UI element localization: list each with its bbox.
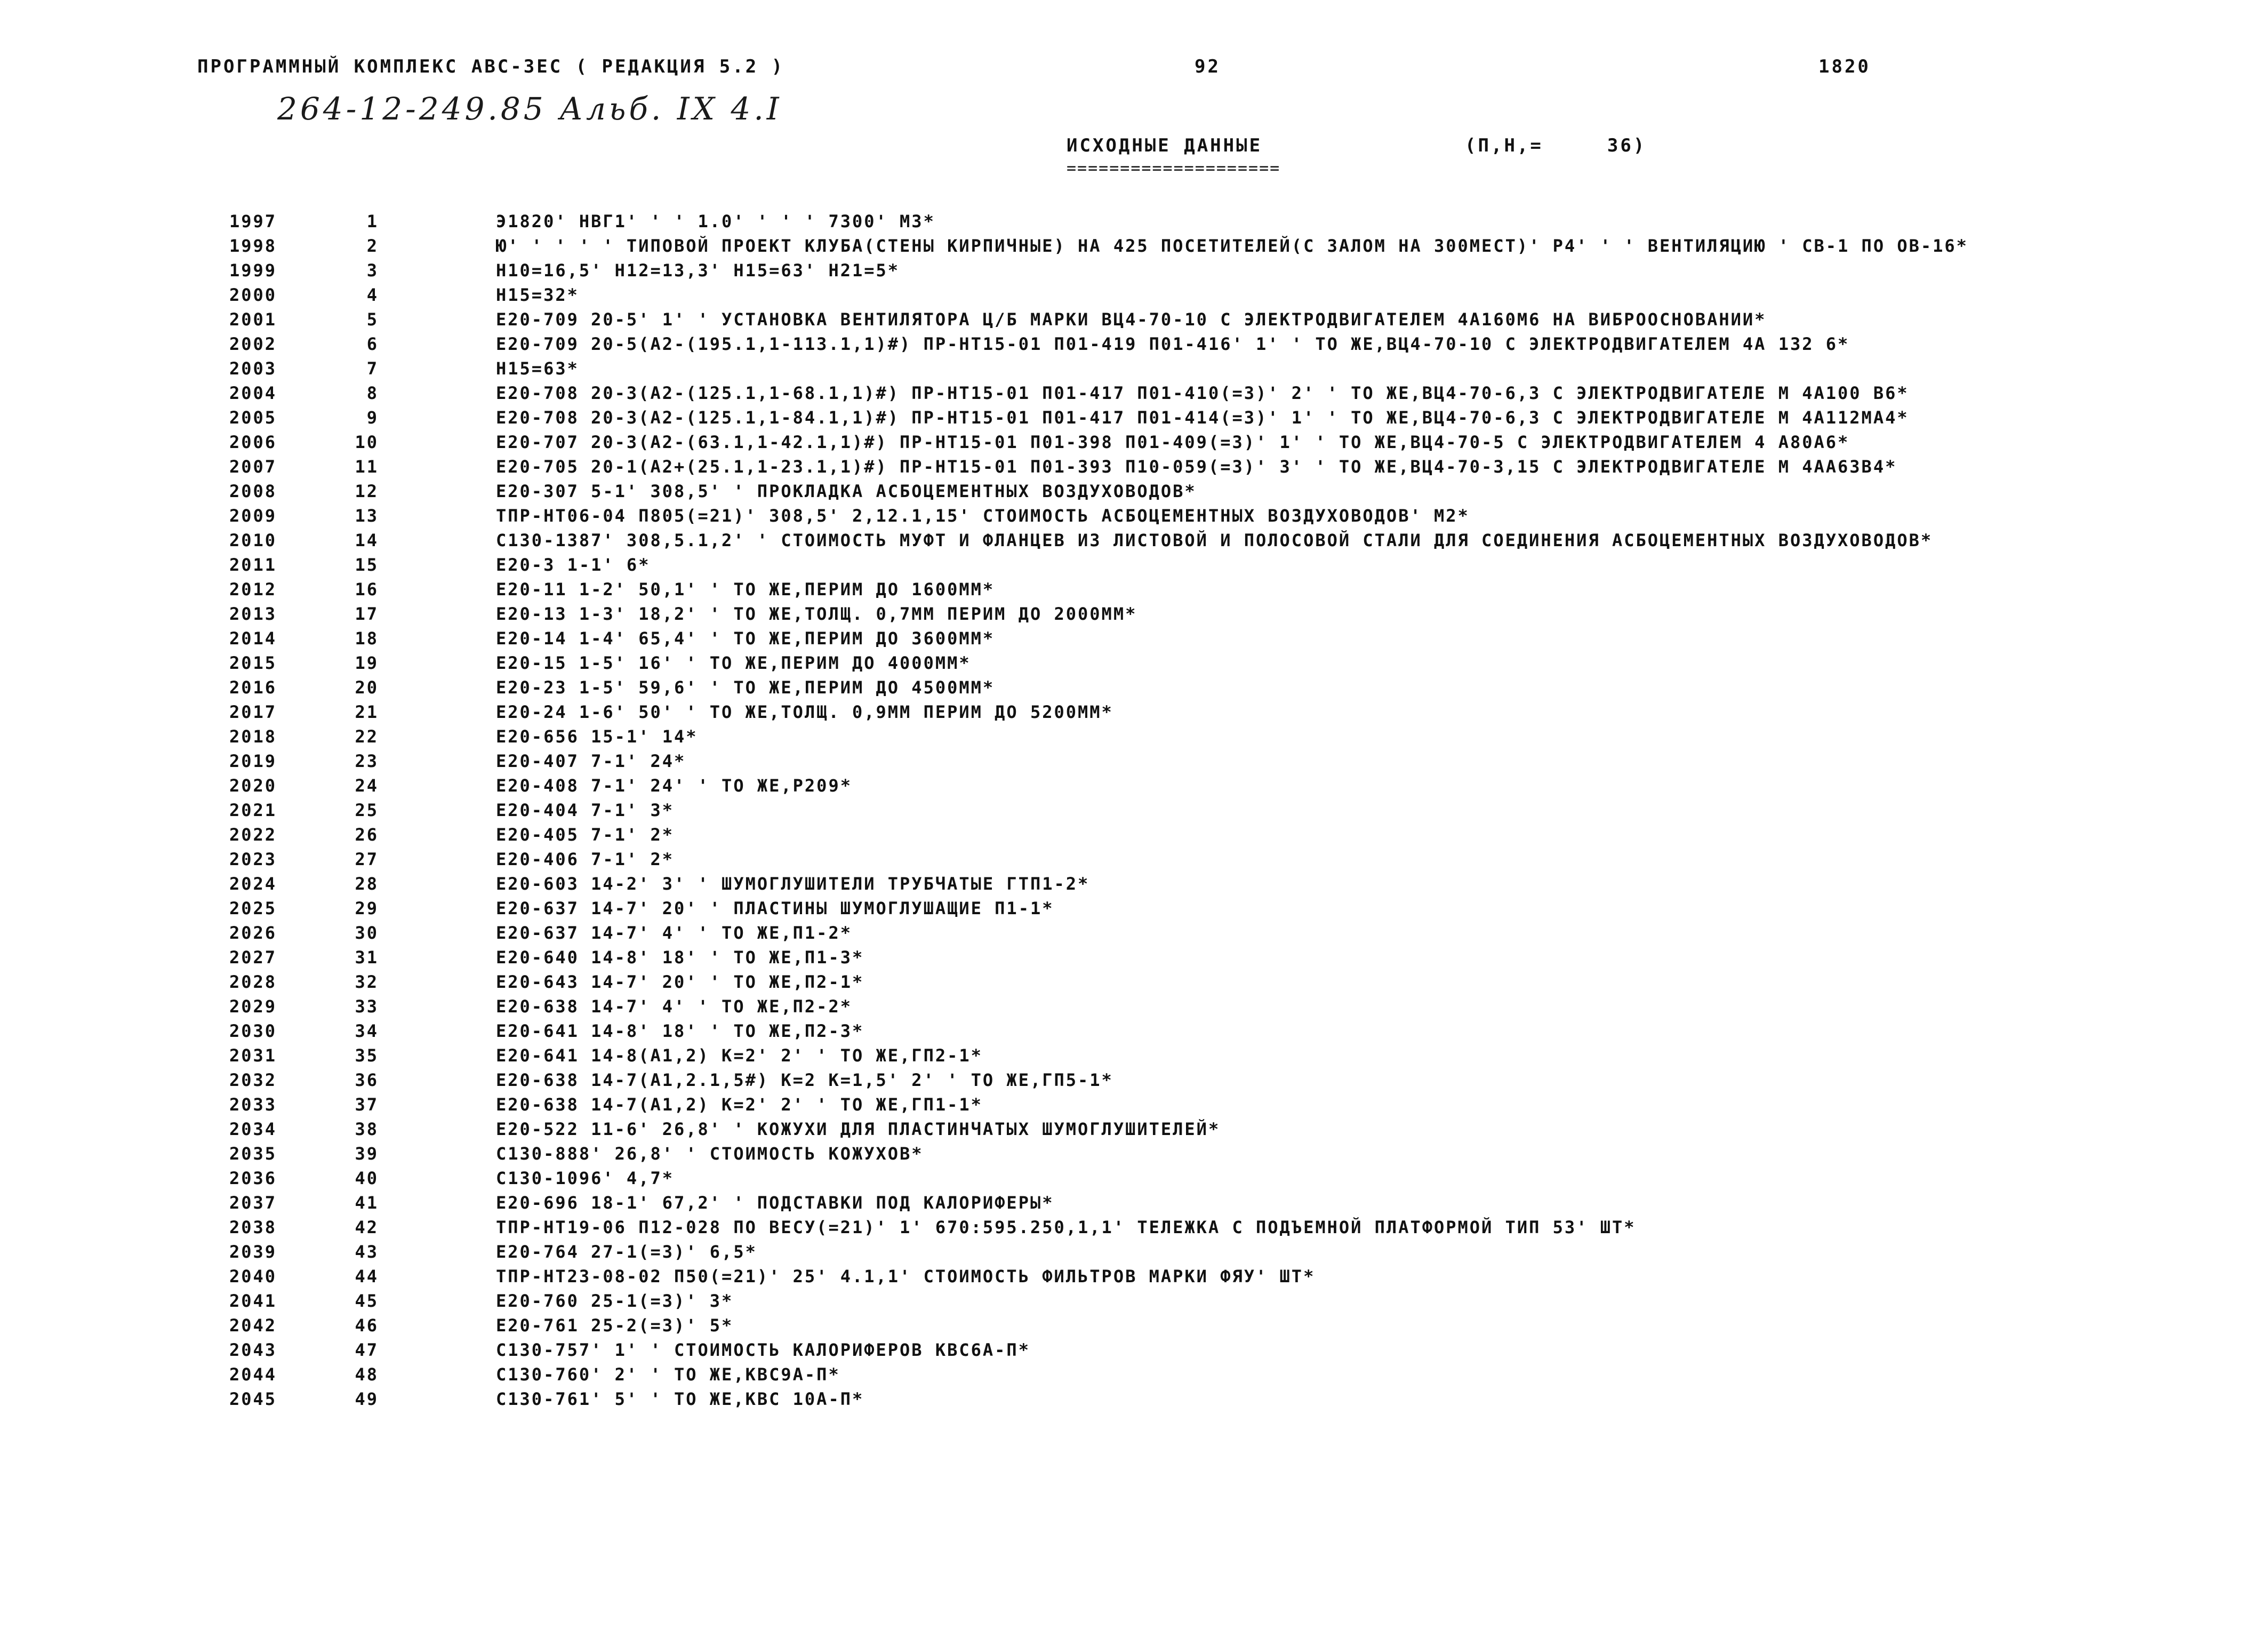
record-row [0,921,2268,945]
record-number: 2025 [229,898,277,918]
record-number: 2040 [229,1266,277,1287]
record-text: Е20-405 7-1' 2* [496,825,674,845]
record-number: 2008 [229,481,277,501]
record-sequence: 28 [355,874,379,894]
record-number: 2037 [229,1193,277,1213]
record-text: ТПР-НТ06-04 П805(=21)' 308,5' 2,12.1,15' СТОИМОСТЬ АСБОЦЕМЕНТНЫХ ВОЗДУХОВОДОВ' М2* [496,506,1470,526]
section-title-line [1067,135,1646,156]
record-row [0,1240,2268,1264]
record-row [0,283,2268,307]
record-row [0,1362,2268,1387]
record-number: 2009 [229,506,277,526]
record-sequence: 48 [355,1364,379,1385]
record-text: Е20-13 1-3' 18,2' ' ТО ЖЕ,ТОЛЩ. 0,7ММ ПЕРИМ ДО 2000ММ* [496,604,1137,624]
record-number: 2024 [229,874,277,894]
record-sequence: 21 [355,702,379,722]
record-row [0,430,2268,454]
record-row [0,822,2268,847]
record-number: 2006 [229,432,277,452]
record-sequence: 25 [355,800,379,820]
record-text: Е20-707 20-3(А2-(63.1,1-42.1,1)#) ПР-НТ15-01 П01-398 П01-409(=3)' 1' ' ТО ЖЕ,ВЦ4-70-5 С ЭЛЕКТРОДВИГАТЕЛЕМ 4 А80А6* [496,432,1850,452]
pn-value: 36) [1607,135,1647,156]
record-sequence: 18 [355,628,379,649]
record-row [0,307,2268,332]
record-sequence: 41 [355,1193,379,1213]
record-number: 2015 [229,653,277,673]
record-number: 1999 [229,260,277,281]
record-row [0,847,2268,872]
record-sequence: 24 [355,776,379,796]
record-number: 2016 [229,677,277,698]
record-row [0,1117,2268,1141]
record-number: 2011 [229,555,277,575]
record-sequence: 45 [355,1291,379,1311]
record-number: 2026 [229,923,277,943]
record-row [0,1166,2268,1190]
document-code: 1820 [1818,56,1871,77]
record-number: 2019 [229,751,277,771]
page-number: 92 [1195,56,1221,77]
record-row [0,1068,2268,1092]
record-sequence: 27 [355,849,379,869]
record-row [0,1264,2268,1289]
record-sequence: 43 [355,1242,379,1262]
record-sequence: 12 [355,481,379,501]
record-text: Е20-23 1-5' 59,6' ' ТО ЖЕ,ПЕРИМ ДО 4500ММ* [496,677,995,698]
record-sequence: 14 [355,530,379,550]
record-text: Е20-656 15-1' 14* [496,726,698,747]
record-sequence: 4 [366,285,379,305]
program-header: ПРОГРАММНЫЙ КОМПЛЕКС АВС-ЗЕС ( РЕДАКЦИЯ 5.2 ) [197,56,785,77]
record-text: Е20-641 14-8(А1,2) К=2' 2' ' ТО ЖЕ,ГП2-1* [496,1045,983,1066]
record-row [0,896,2268,921]
record-text: Е20-705 20-1(А2+(25.1,1-23.1,1)#) ПР-НТ15-01 П01-393 П10-059(=3)' 3' ' ТО ЖЕ,ВЦ4-70-3,15 С ЭЛЕКТРОДВИГАТЕЛЕ М 4АА63В4* [496,457,1897,477]
record-number: 2036 [229,1168,277,1188]
record-text: Е20-761 25-2(=3)' 5* [496,1315,734,1336]
record-sequence: 36 [355,1070,379,1090]
record-number: 2020 [229,776,277,796]
record-number: 2018 [229,726,277,747]
record-number: 2027 [229,947,277,968]
record-text: Н10=16,5' Н12=13,3' Н15=63' Н21=5* [496,260,900,281]
record-sequence: 31 [355,947,379,968]
record-sequence: 42 [355,1217,379,1237]
record-text: Е20-11 1-2' 50,1' ' ТО ЖЕ,ПЕРИМ ДО 1600ММ* [496,579,995,600]
record-sequence: 29 [355,898,379,918]
record-text: Е20-640 14-8' 18' ' ТО ЖЕ,П1-3* [496,947,864,968]
record-row [0,1190,2268,1215]
record-number: 2013 [229,604,277,624]
record-sequence: 37 [355,1094,379,1115]
record-text: Е20-764 27-1(=3)' 6,5* [496,1242,757,1262]
record-row [0,749,2268,773]
record-text: Е20-708 20-3(А2-(125.1,1-68.1,1)#) ПР-НТ15-01 П01-417 П01-410(=3)' 2' ' ТО ЖЕ,ВЦ4-70-6,3 С ЭЛЕКТРОДВИГАТЕЛЕ М 4А100 В6* [496,383,1909,403]
record-sequence: 20 [355,677,379,698]
pn-label: (П,Н,= [1465,135,1543,156]
record-text: Е20-3 1-1' 6* [496,555,651,575]
record-sequence: 16 [355,579,379,600]
record-text: Е20-641 14-8' 18' ' ТО ЖЕ,П2-3* [496,1021,864,1041]
record-sequence: 32 [355,972,379,992]
record-text: Е20-408 7-1' 24' ' ТО ЖЕ,Р209* [496,776,852,796]
record-sequence: 33 [355,996,379,1017]
record-text: Н15=63* [496,358,579,379]
record-number: 2001 [229,309,277,330]
record-text: Е20-522 11-6' 26,8' ' КОЖУХИ ДЛЯ ПЛАСТИНЧАТЫХ ШУМОГЛУШИТЕЛЕЙ* [496,1119,1221,1139]
record-number: 2010 [229,530,277,550]
record-row [0,1092,2268,1117]
record-text: Е20-637 14-7' 4' ' ТО ЖЕ,П1-2* [496,923,852,943]
record-row [0,602,2268,626]
record-number: 2044 [229,1364,277,1385]
record-sequence: 23 [355,751,379,771]
record-text: Е20-603 14-2' 3' ' ШУМОГЛУШИТЕЛИ ТРУБЧАТЫЕ ГТП1-2* [496,874,1090,894]
record-row [0,970,2268,994]
record-text: С130-888' 26,8' ' СТОИМОСТЬ КОЖУХОВ* [496,1144,924,1164]
record-number: 1998 [229,236,277,256]
record-sequence: 19 [355,653,379,673]
record-sequence: 46 [355,1315,379,1336]
record-text: ТПР-НТ23-08-02 П50(=21)' 25' 4.1,1' СТОИМОСТЬ ФИЛЬТРОВ МАРКИ ФЯУ' ШТ* [496,1266,1316,1287]
record-row [0,651,2268,675]
record-row [0,1019,2268,1043]
record-row [0,675,2268,700]
record-text: Е20-407 7-1' 24* [496,751,686,771]
record-text: Е20-643 14-7' 20' ' ТО ЖЕ,П2-1* [496,972,864,992]
record-number: 2035 [229,1144,277,1164]
record-sequence: 5 [366,309,379,330]
record-number: 2032 [229,1070,277,1090]
record-row [0,381,2268,405]
record-text: Е20-709 20-5' 1' ' УСТАНОВКА ВЕНТИЛЯТОРА Ц/Б МАРКИ ВЦ4-70-10 С ЭЛЕКТРОДВИГАТЕЛЕМ 4А160М6 НА ВИБРООСНОВАНИИ* [496,309,1767,330]
record-sequence: 10 [355,432,379,452]
record-row [0,553,2268,577]
record-text: Э1820' НВГ1' ' ' 1.0' ' ' ' 7300' М3* [496,211,935,231]
record-sequence: 30 [355,923,379,943]
record-text: Е20-404 7-1' 3* [496,800,674,820]
record-row [0,1289,2268,1313]
record-text: С130-760' 2' ' ТО ЖЕ,КВС9А-П* [496,1364,840,1385]
record-text: Ю' ' ' ' ' ТИПОВОЙ ПРОЕКТ КЛУБА(СТЕНЫ КИРПИЧНЫЕ) НА 425 ПОСЕТИТЕЛЕЙ(С ЗАЛОМ НА 300МЕСТ)' Р4' ' ' ВЕНТИЛЯЦИЮ ' СВ-1 ПО ОВ-16* [496,236,1968,256]
record-sequence: 44 [355,1266,379,1287]
record-row [0,724,2268,749]
record-row [0,209,2268,234]
record-number: 2028 [229,972,277,992]
section-title: ИСХОДНЫЕ ДАННЫЕ [1067,135,1263,156]
record-row [0,1387,2268,1411]
record-number: 1997 [229,211,277,231]
record-row [0,356,2268,381]
record-sequence: 6 [366,334,379,354]
record-sequence: 1 [366,211,379,231]
record-row [0,700,2268,724]
record-number: 2007 [229,457,277,477]
record-row [0,504,2268,528]
record-text: Е20-307 5-1' 308,5' ' ПРОКЛАДКА АСБОЦЕМЕНТНЫХ ВОЗДУХОВОДОВ* [496,481,1197,501]
record-sequence: 35 [355,1045,379,1066]
record-sequence: 9 [366,407,379,428]
record-text: Е20-696 18-1' 67,2' ' ПОДСТАВКИ ПОД КАЛОРИФЕРЫ* [496,1193,1054,1213]
record-number: 2031 [229,1045,277,1066]
record-text: Е20-709 20-5(А2-(195.1,1-113.1,1)#) ПР-НТ15-01 П01-419 П01-416' 1' ' ТО ЖЕ,ВЦ4-70-10 С ЭЛЕКТРОДВИГАТЕЛЕМ 4А 132 6* [496,334,1850,354]
record-row [0,773,2268,798]
record-number: 2034 [229,1119,277,1139]
record-row [0,258,2268,283]
record-sequence: 13 [355,506,379,526]
record-sequence: 11 [355,457,379,477]
record-sequence: 49 [355,1389,379,1409]
record-number: 2042 [229,1315,277,1336]
record-row [0,1043,2268,1068]
record-text: Е20-760 25-1(=3)' 3* [496,1291,734,1311]
record-sequence: 34 [355,1021,379,1041]
record-number: 2000 [229,285,277,305]
record-text: С130-761' 5' ' ТО ЖЕ,КВС 10А-П* [496,1389,864,1409]
record-number: 2030 [229,1021,277,1041]
record-text: Е20-708 20-3(А2-(125.1,1-84.1,1)#) ПР-НТ15-01 П01-417 П01-414(=3)' 1' ' ТО ЖЕ,ВЦ4-70-6,3 С ЭЛЕКТРОДВИГАТЕЛЕ М 4А112МА4* [496,407,1909,428]
record-text: Е20-15 1-5' 16' ' ТО ЖЕ,ПЕРИМ ДО 4000ММ* [496,653,971,673]
record-text: С130-1096' 4,7* [496,1168,674,1188]
record-row [0,1338,2268,1362]
record-row [0,479,2268,504]
record-row [0,405,2268,430]
record-number: 2004 [229,383,277,403]
records-list [0,209,2268,1411]
record-sequence: 17 [355,604,379,624]
record-number: 2002 [229,334,277,354]
record-row [0,1215,2268,1240]
record-row [0,1313,2268,1338]
record-row [0,528,2268,553]
record-number: 2041 [229,1291,277,1311]
record-sequence: 15 [355,555,379,575]
record-number: 2023 [229,849,277,869]
record-sequence: 39 [355,1144,379,1164]
record-text: Е20-406 7-1' 2* [496,849,674,869]
record-number: 2045 [229,1389,277,1409]
record-number: 2038 [229,1217,277,1237]
record-text: Н15=32* [496,285,579,305]
record-text: С130-1387' 308,5.1,2' ' СТОИМОСТЬ МУФТ И ФЛАНЦЕВ ИЗ ЛИСТОВОЙ И ПОЛОСОВОЙ СТАЛИ ДЛЯ СОЕДИНЕНИЯ АСБОЦЕМЕНТНЫХ ВОЗДУХОВОДОВ* [496,530,1933,550]
record-sequence: 7 [366,358,379,379]
record-sequence: 3 [366,260,379,281]
record-number: 2043 [229,1340,277,1360]
record-text: ТПР-НТ19-06 П12-028 ПО ВЕСУ(=21)' 1' 670:595.250,1,1' ТЕЛЕЖКА С ПОДЪЕМНОЙ ПЛАТФОРМОЙ ТИП 53' ШТ* [496,1217,1636,1237]
record-number: 2017 [229,702,277,722]
record-text: Е20-24 1-6' 50' ' ТО ЖЕ,ТОЛЩ. 0,9ММ ПЕРИМ ДО 5200ММ* [496,702,1113,722]
record-row [0,454,2268,479]
record-text: Е20-638 14-7(А1,2) К=2' 2' ' ТО ЖЕ,ГП1-1* [496,1094,983,1115]
record-text: С130-757' 1' ' СТОИМОСТЬ КАЛОРИФЕРОВ КВС6А-П* [496,1340,1030,1360]
record-text: Е20-637 14-7' 20' ' ПЛАСТИНЫ ШУМОГЛУШАЩИЕ П1-1* [496,898,1054,918]
record-sequence: 26 [355,825,379,845]
record-row [0,577,2268,602]
title-underline: ==================== [1067,159,1281,178]
record-text: Е20-638 14-7(А1,2.1,5#) К=2 К=1,5' 2' ' ТО ЖЕ,ГП5-1* [496,1070,1113,1090]
record-number: 2021 [229,800,277,820]
record-row [0,994,2268,1019]
record-sequence: 40 [355,1168,379,1188]
record-sequence: 38 [355,1119,379,1139]
record-sequence: 22 [355,726,379,747]
record-sequence: 2 [366,236,379,256]
record-text: Е20-638 14-7' 4' ' ТО ЖЕ,П2-2* [496,996,852,1017]
record-row [0,1141,2268,1166]
record-sequence: 8 [366,383,379,403]
record-number: 2005 [229,407,277,428]
handwritten-album-note: 264-12-249.85 Альб. IX 4.I [277,91,782,127]
record-row [0,626,2268,651]
record-number: 2012 [229,579,277,600]
record-number: 2014 [229,628,277,649]
record-number: 2022 [229,825,277,845]
record-row [0,798,2268,822]
record-row [0,872,2268,896]
record-number: 2029 [229,996,277,1017]
record-number: 2033 [229,1094,277,1115]
record-sequence: 47 [355,1340,379,1360]
record-row [0,234,2268,258]
record-row [0,332,2268,356]
record-row [0,945,2268,970]
record-number: 2003 [229,358,277,379]
record-text: Е20-14 1-4' 65,4' ' ТО ЖЕ,ПЕРИМ ДО 3600ММ* [496,628,995,649]
record-number: 2039 [229,1242,277,1262]
